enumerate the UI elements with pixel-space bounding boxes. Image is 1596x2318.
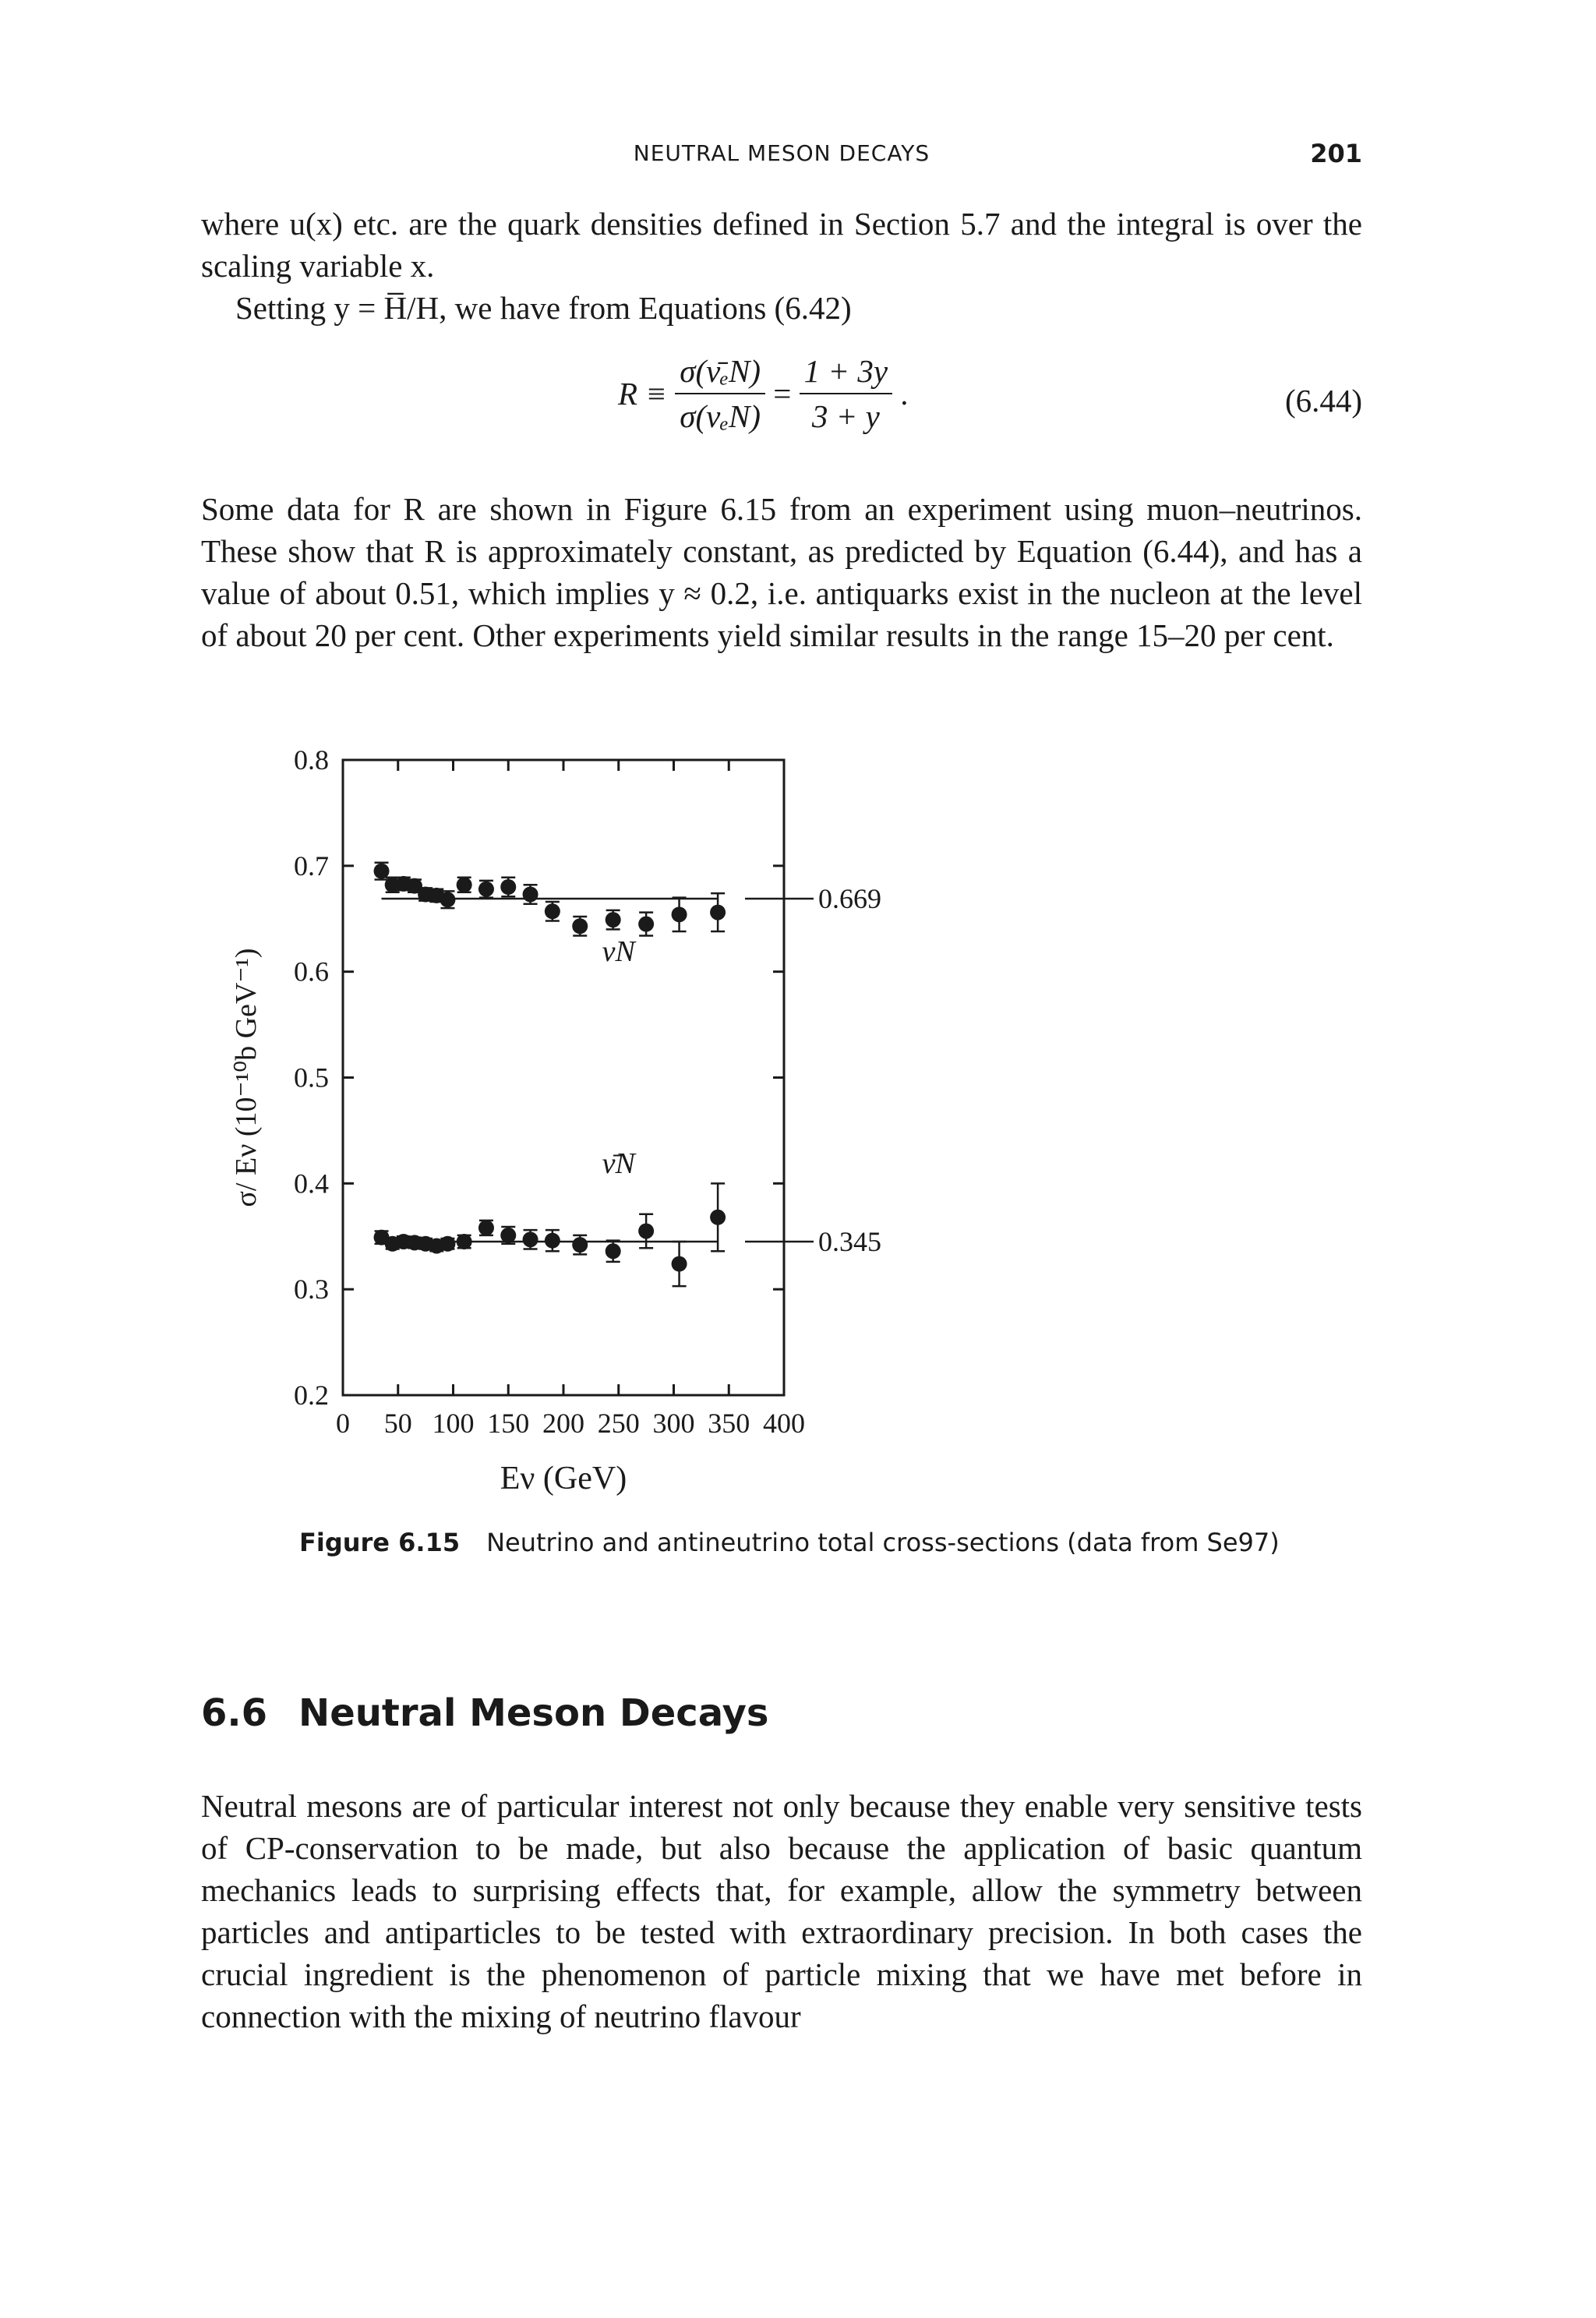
series-label: ν̄N (602, 1147, 635, 1180)
y-axis-label: σ/ Eν (10⁻¹⁰b GeV⁻¹) (230, 948, 263, 1207)
paragraph-neutral-mesons: Neutral mesons are of particular interest not only because they enable very sensitive tests of CP-conservation to be made, but also because the application of basic quantum mechanics leads to surprising effects that, for example, allow the symmetry between particles and antiparticles to be tested with extraordinary precision. In both cases the crucial ingredient is the phenomenon of particle mixing that we have met before in connection with the mixing of neutrino flavour (201, 1788, 1362, 2034)
page-header (201, 139, 1362, 173)
data-point (545, 1233, 560, 1249)
plot-frame (343, 760, 784, 1395)
x-tick-label: 200 (542, 1408, 584, 1439)
y-tick-label: 0.5 (294, 1062, 329, 1094)
fraction-y-ratio (800, 352, 892, 435)
fraction-denominator: σ(νₑN) (680, 398, 761, 434)
y-tick-label: 0.3 (294, 1274, 329, 1306)
equation-period: . (900, 376, 909, 412)
y-tick-label: 0.4 (294, 1168, 329, 1200)
data-point (672, 1256, 687, 1272)
data-point (606, 912, 621, 928)
x-axis-label: Eν (GeV) (500, 1461, 627, 1496)
equation-lhs: R ≡ (618, 376, 667, 412)
data-point (478, 882, 494, 897)
section-number: 6.6 (201, 1691, 268, 1735)
data-point (572, 918, 588, 934)
equals-sign: = (773, 376, 792, 412)
paragraph-data-for-r: Some data for R are shown in Figure 6.15 from an experiment using muon–neutrinos. These show that R is approximately constant, as predicted by Equation (6.44), and has a value of about 0.51, which implies y ≈ 0.2, i.e. antiquarks exist in the nucleon at the level of about 20 per cent. Other experiments yield similar results in the range 15–20 per cent. (201, 491, 1362, 653)
x-tick-label: 0 (336, 1408, 350, 1439)
y-tick-label: 0.7 (294, 850, 329, 882)
data-point (638, 1223, 654, 1239)
data-point (440, 892, 455, 907)
data-point (710, 905, 726, 920)
data-point (672, 906, 687, 922)
paragraph-quark-densities: where u(x) etc. are the quark densities defined in Section 5.7 and the integral is over the scaling variable x. (201, 206, 1362, 284)
x-tick-label: 250 (597, 1408, 640, 1439)
x-tick-label: 350 (708, 1408, 750, 1439)
data-point (523, 1231, 538, 1247)
equation-body (618, 352, 909, 435)
data-point (478, 1220, 494, 1235)
paragraph-setting-y: Setting y = H̅/H, we have from Equations (6.42) (235, 290, 852, 326)
fraction-numerator: σ(ν̄ₑN) (675, 352, 765, 394)
data-point (500, 1228, 516, 1243)
fraction-denominator: 3 + y (811, 398, 880, 434)
x-tick-label: 50 (383, 1408, 412, 1439)
data-point (710, 1210, 726, 1225)
figure-caption (299, 1528, 1280, 1557)
x-tick-label: 100 (432, 1408, 475, 1439)
y-tick-label: 0.2 (294, 1380, 329, 1411)
section-title: Neutral Meson Decays (298, 1691, 769, 1735)
data-point (440, 1236, 455, 1252)
data-point (523, 887, 538, 903)
equation-6-44 (201, 352, 1362, 454)
x-tick-label: 300 (652, 1408, 695, 1439)
data-point (457, 877, 472, 892)
data-point (572, 1237, 588, 1253)
fraction-cross-section-ratio (675, 352, 765, 435)
page-number: 201 (1310, 139, 1362, 168)
fit-value-label: 0.669 (818, 882, 881, 914)
data-point (500, 879, 516, 895)
equation-number: (6.44) (1284, 383, 1362, 419)
section-heading (201, 1691, 768, 1735)
figure-caption-text: Neutrino and antineutrino total cross-sections (data from Se97) (486, 1528, 1280, 1557)
data-point (457, 1234, 472, 1249)
x-tick-label: 400 (763, 1408, 805, 1439)
fit-value-label: 0.345 (818, 1226, 881, 1258)
y-tick-label: 0.8 (294, 744, 329, 776)
running-title: NEUTRAL MESON DECAYS (633, 140, 930, 166)
figure-label: Figure 6.15 (299, 1528, 461, 1557)
series-label: νN (602, 935, 635, 969)
data-point (545, 903, 560, 919)
data-point (606, 1243, 621, 1259)
x-tick-label: 150 (487, 1408, 530, 1439)
data-point (638, 917, 654, 932)
y-tick-label: 0.6 (294, 956, 329, 988)
cross-section-chart (201, 740, 1370, 1504)
fraction-numerator: 1 + 3y (800, 352, 892, 394)
